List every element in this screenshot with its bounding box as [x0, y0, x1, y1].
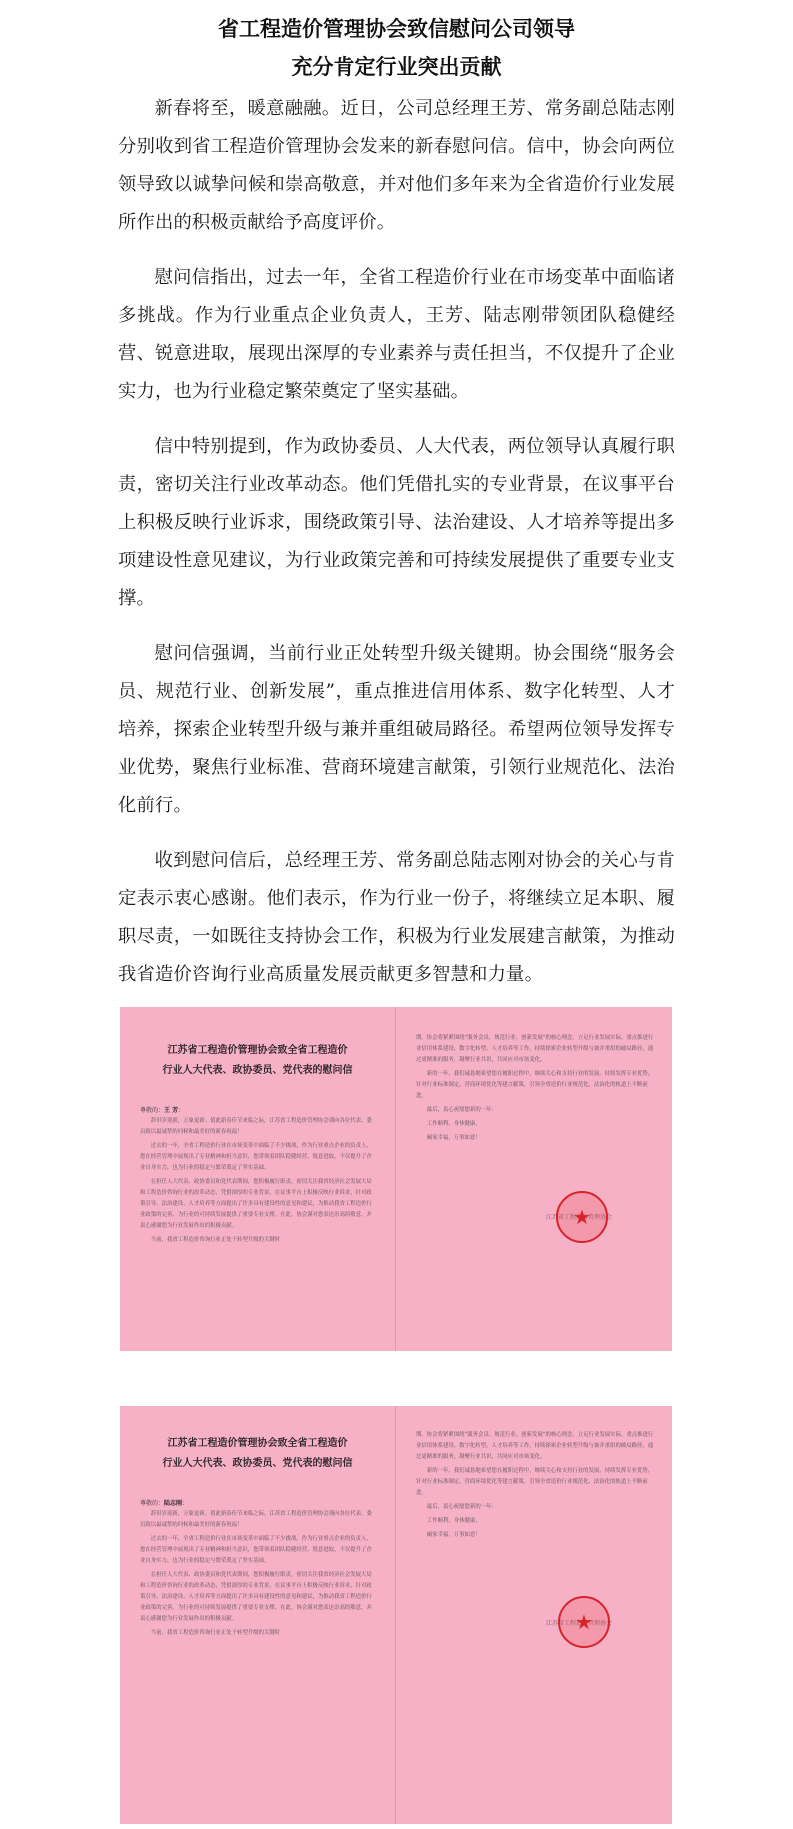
letter-paragraph: 最后，衷心祝愿您新的一年：	[426, 1107, 497, 1113]
letter-salutation: 尊敬的：王 芳：	[140, 1107, 185, 1114]
article-body	[0, 90, 793, 994]
letter-left-text	[140, 1105, 377, 1249]
article-paragraph: 收到慰问信后，总经理王芳、常务副总陆志刚对协会的关心与肯定表示衷心感谢。他们表示，作为行业一份子，将继续立足本职、履职尽责，一如既往支持协会工作，积极为行业发展建言献策，为推动我省造价咨询行业高质量发展贡献更多智慧和力量。	[118, 850, 675, 985]
letter-title-line1: 江苏省工程造价管理协会致全省工程造价	[167, 1045, 348, 1056]
letter-right-text	[416, 1430, 654, 1544]
letter-recipient: 陆志刚	[164, 1500, 183, 1507]
letter-scan-lu-zhigang	[120, 1406, 672, 1824]
letter-paragraph: 工作顺利，身体健康，	[426, 1518, 481, 1524]
letter-title-line2: 行业人大代表、政协委员、党代表的慰问信	[162, 1458, 353, 1469]
letter-right-text	[416, 1033, 654, 1147]
letter-paragraph: 新的一年，我们诚恳地希望您在履职过程中，继续关心和支持行业的发展，持续发挥专业优势，针对行业标准制定、营商环境优化等建言献策，引领全省造价行业规范化、法治化的轨道上不断前进。	[416, 1071, 654, 1099]
letter-page-right	[396, 1007, 672, 1351]
letter-paragraph: 工作顺利，身体健康，	[426, 1121, 481, 1127]
letter-scan-wang-fang	[120, 1007, 672, 1351]
letter-title	[120, 1041, 395, 1081]
letter-title-line2: 行业人大代表、政协委员、党代表的慰问信	[162, 1065, 353, 1076]
article-title-line1: 省工程造价管理协会致信慰问公司领导	[218, 17, 575, 41]
letter-paragraph: 新的一年，我们诚恳地希望您在履职过程中，继续关心和支持行业的发展，持续发挥专业优势，针对行业标准制定、营商环境优化等建言献策，引领全省造价行业规范化、法治化的轨道上不断前进。	[416, 1468, 654, 1496]
letter-paragraph: 辞旧岁迎新，万象更新。值此新春佳节来临之际，江苏省工程造价管理协会谨向各位代表、委员致以最诚挚的问候和最美好的新春祝福！	[140, 1511, 372, 1528]
letter-left-text	[140, 1498, 377, 1642]
letter-paragraph: 期。协会将紧紧围绕“服务会员、规范行业、创新发展”的核心理念，立足行业发展实际，重点推进行业信用体系建设、数字化转型、人才培养等工作，持续探索企业转型升级与兼并重组的破局路径，通过更精准的服务，凝聚行业共识，共同应对市场变化。	[416, 1432, 654, 1460]
letter-title-line1: 江苏省工程造价管理协会致全省工程造价	[167, 1438, 348, 1449]
letter-salutation: 尊敬的：陆志刚：	[140, 1500, 189, 1507]
letter-page-right	[396, 1406, 672, 1824]
letter-paragraph: 过去的一年，全省工程造价行业在市场变革中面临了不少挑战。作为行业重点企业的负责人，您在经营管理中展现出了专业精神和担当意识，您带领着团队稳健经营、锐意进取，不仅提升了企业自身实力，也为行业的稳定与繁荣奠定了坚实基础。	[140, 1143, 372, 1171]
letter-recipient: 王 芳	[164, 1107, 179, 1114]
letter-paragraph: 在担任人大代表、政协委员和党代表期间，您积极履行职责，密切关注我省经济社会发展大局和工程造价咨询行业的改革动态，凭借深厚的专业背景，在议事平台上积极反映行业诉求，针对政策引导、法治建设、人才培养等方面提出了许多具有建设性的意见和建议，为推动我省工程造价行业政策的完善、为行业的可持续发展提供了重要专业支撑。在此，协会谨对您表达崇高的敬意，并衷心感谢您为行业发展作出的积极贡献。	[140, 1179, 372, 1229]
letter-paragraph: 辞旧岁迎新，万象更新。值此新春佳节来临之际，江苏省工程造价管理协会谨向各位代表、委员致以最诚挚的问候和最美好的新春祝福！	[140, 1118, 372, 1135]
red-star-seal-icon: ★	[558, 1596, 610, 1648]
letter-paragraph: 在担任人大代表、政协委员和党代表期间，您积极履行职责，密切关注我省经济社会发展大局和工程造价咨询行业的改革动态，凭借深厚的专业背景，在议事平台上积极反映行业诉求，针对政策引导、法治建设、人才培养等方面提出了许多具有建设性的意见和建议，为推动我省工程造价行业政策的完善、为行业的可持续发展提供了重要专业支撑。在此，协会谨对您表达崇高的敬意，并衷心感谢您为行业发展作出的积极贡献。	[140, 1572, 372, 1622]
article-title	[0, 0, 793, 86]
letter-page-left	[120, 1007, 396, 1351]
letter-title	[120, 1434, 395, 1474]
article-paragraph: 信中特别提到，作为政协委员、人大代表，两位领导认真履行职责，密切关注行业改革动态。他们凭借扎实的专业背景，在议事平台上积极反映行业诉求，围绕政策引导、法治建设、人才培养等提出多项建设性意见建议，为行业政策完善和可持续发展提供了重要专业支撑。	[118, 436, 675, 609]
letter-paragraph: 阖家幸福，万事如意！	[426, 1135, 481, 1141]
letter-paragraph: 阖家幸福，万事如意！	[426, 1532, 481, 1538]
article-paragraph: 慰问信强调，当前行业正处转型升级关键期。协会围绕“服务会员、规范行业、创新发展”，重点推进信用体系、数字化转型、人才培养，探索企业转型升级与兼并重组破局路径。希望两位领导发挥专业优势，聚焦行业标准、营商环境建言献策，引领行业规范化、法治化前行。	[118, 643, 675, 816]
letter-signature: 江苏省工程造价管理协会	[546, 1214, 613, 1221]
article-title-line2: 充分肯定行业突出贡献	[291, 55, 502, 79]
letter-paragraph: 过去的一年，全省工程造价行业在市场变革中面临了不少挑战。作为行业重点企业的负责人，您在经营管理中展现出了专业精神和担当意识，您带领着团队稳健经营、锐意进取，不仅提升了企业自身实力，也为行业的稳定与繁荣奠定了坚实基础。	[140, 1536, 372, 1564]
letter-paragraph: 当前，我省工程造价咨询行业正处于转型升级的关键时	[150, 1630, 281, 1636]
letter-paragraph: 期。协会将紧紧围绕“服务会员、规范行业、创新发展”的核心理念，立足行业发展实际，重点推进行业信用体系建设、数字化转型、人才培养等工作，持续探索企业转型升级与兼并重组的破局路径，通过更精准的服务，凝聚行业共识，共同应对市场变化。	[416, 1035, 654, 1063]
red-star-seal-icon: ★	[556, 1191, 608, 1243]
letter-page-left	[120, 1406, 396, 1824]
article-paragraph: 新春将至，暖意融融。近日，公司总经理王芳、常务副总陆志刚分别收到省工程造价管理协会发来的新春慰问信。信中，协会向两位领导致以诚挚问候和崇高敬意，并对他们多年来为全省造价行业发展所作出的积极贡献给予高度评价。	[118, 98, 675, 233]
letter-paragraph: 当前，我省工程造价咨询行业正处于转型升级的关键时	[150, 1237, 281, 1243]
letter-paragraph: 最后，衷心祝愿您新的一年：	[426, 1504, 497, 1510]
letter-signature: 江苏省工程造价管理协会	[546, 1620, 613, 1627]
article-paragraph: 慰问信指出，过去一年，全省工程造价行业在市场变革中面临诸多挑战。作为行业重点企业负责人，王芳、陆志刚带领团队稳健经营、锐意进取，展现出深厚的专业素养与责任担当，不仅提升了企业实力，也为行业稳定繁荣奠定了坚实基础。	[118, 267, 675, 402]
